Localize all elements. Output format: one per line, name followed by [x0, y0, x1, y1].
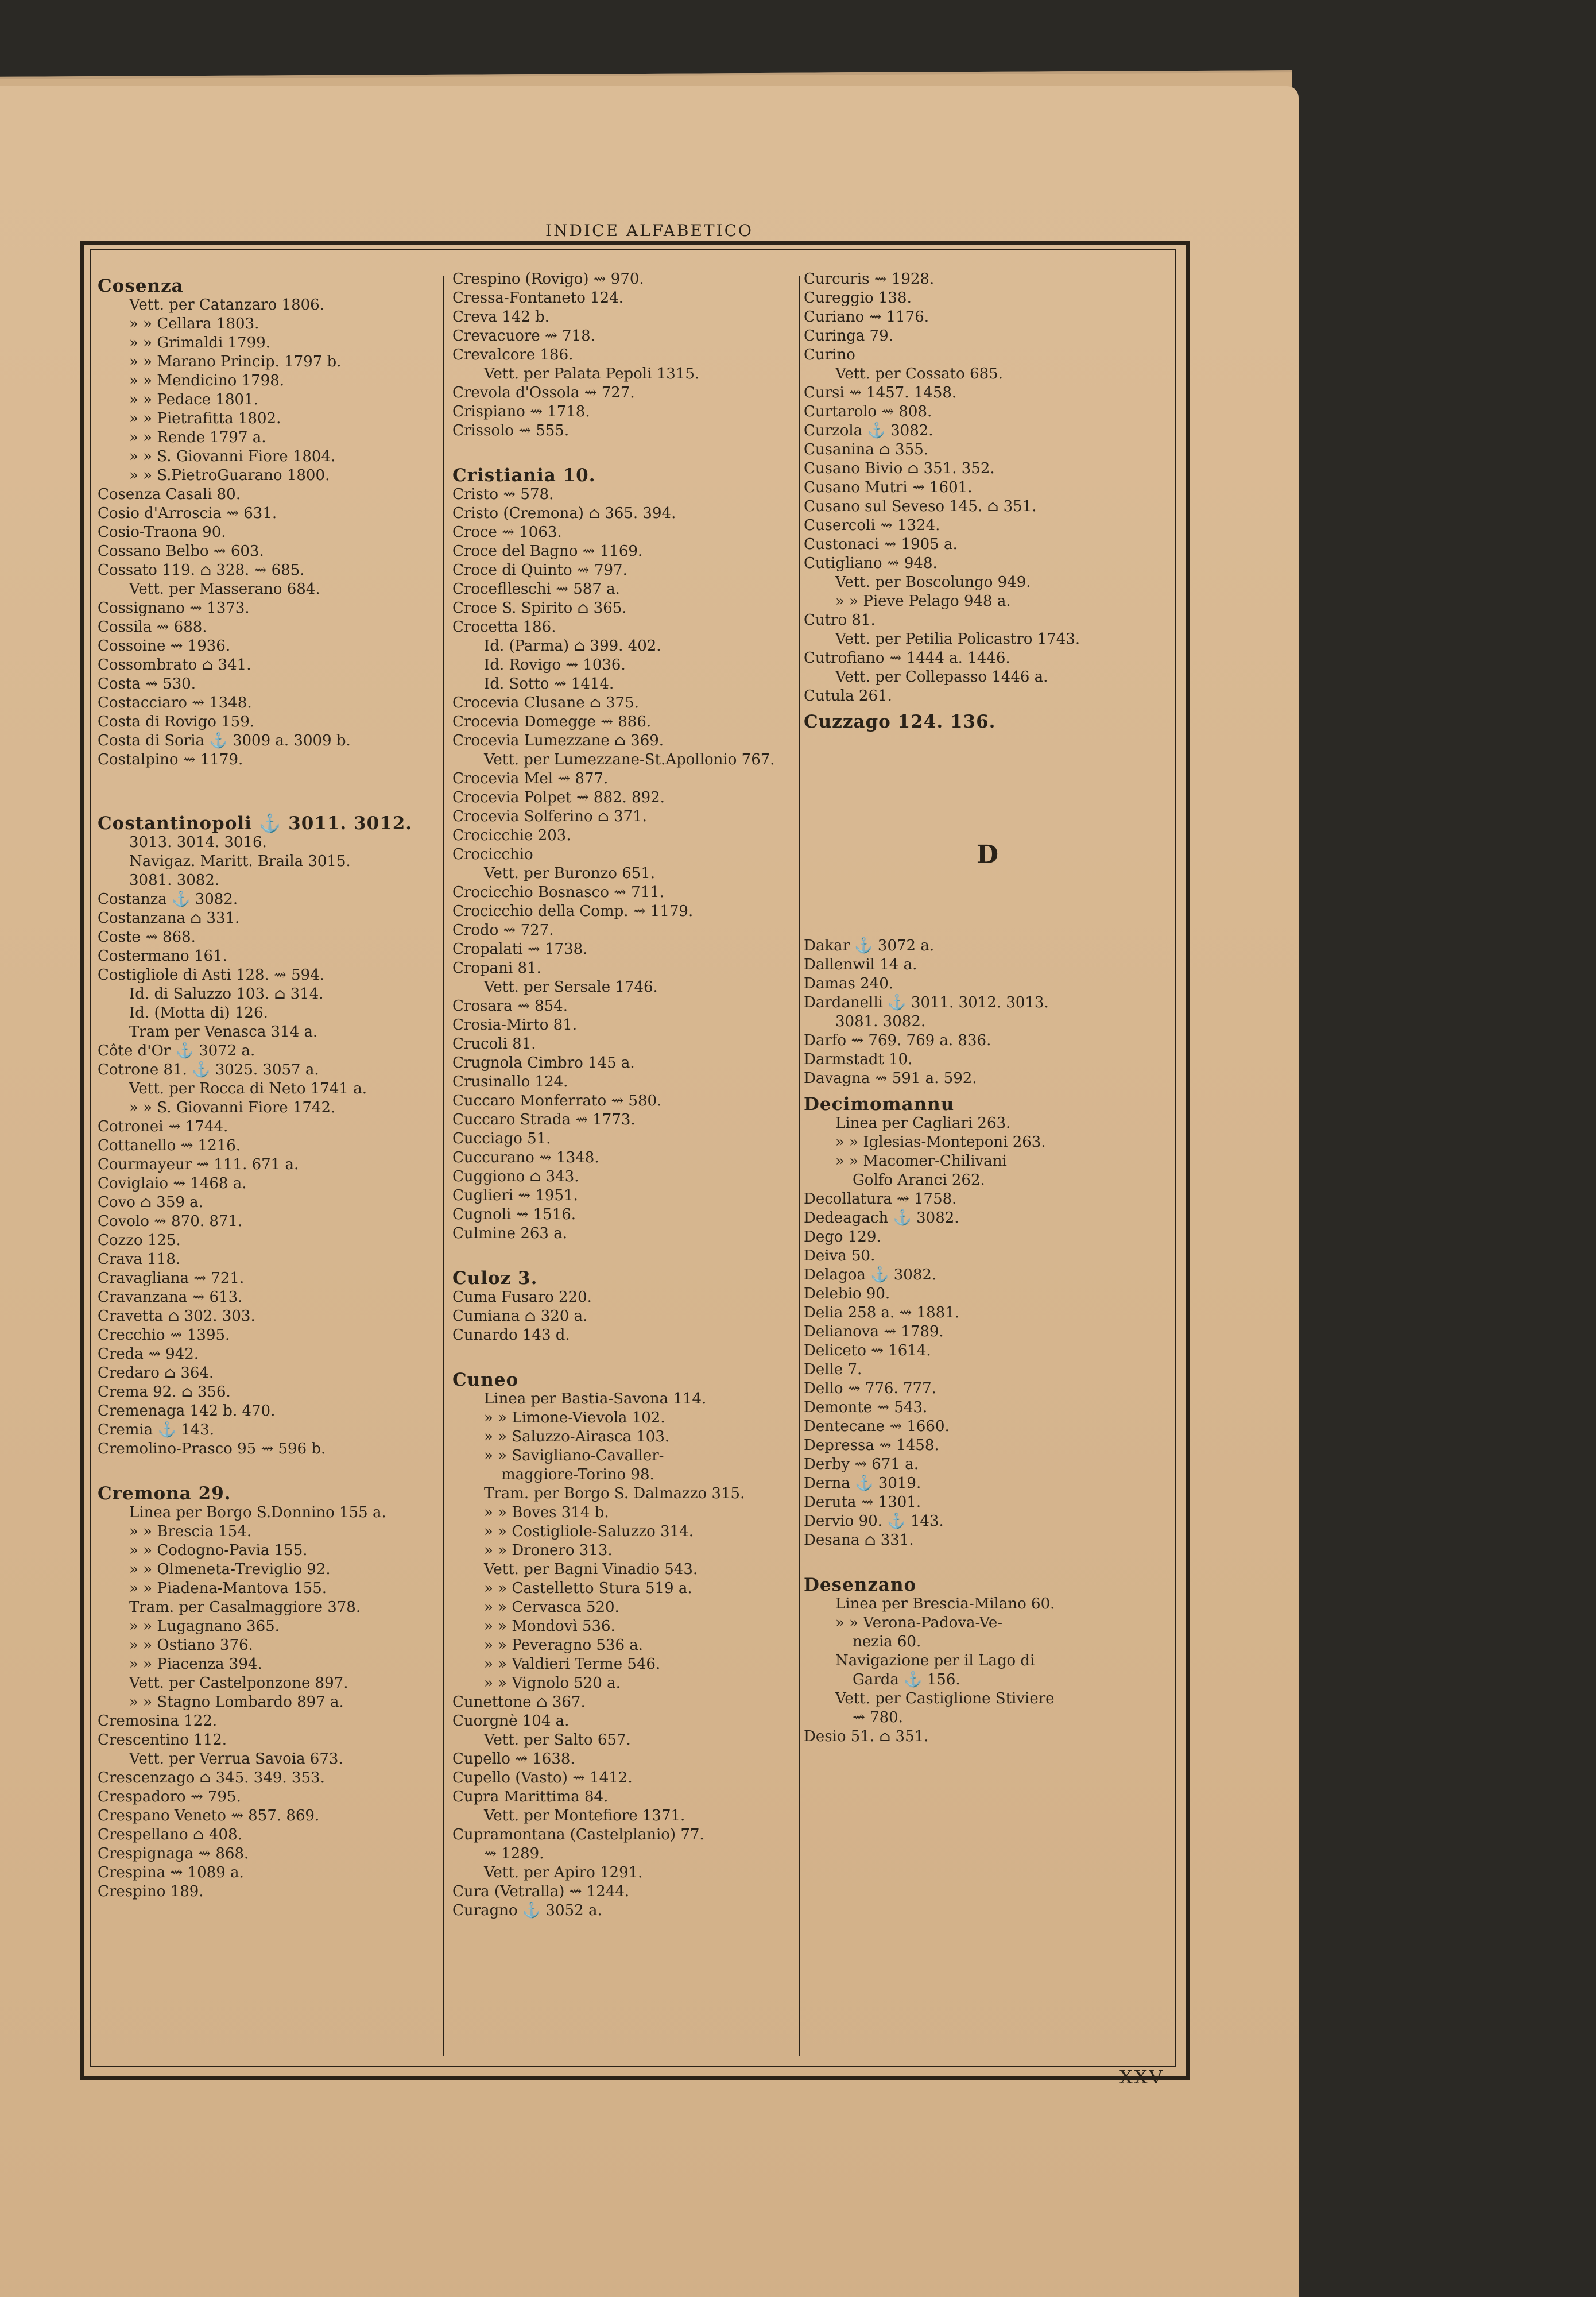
index-entry: Vett. per Sersale 1746. [484, 979, 658, 996]
index-entry: Cutigliano ⇝ 948. [804, 555, 938, 572]
index-entry: Vett. per Lumezzane-St.Apollonio 767. [484, 751, 775, 768]
index-entry: Crescenzago ⌂ 345. 349. 353. [98, 1769, 325, 1786]
index-entry [804, 880, 1171, 899]
index-entry: » » Piadena-Mantova 155. [129, 1580, 327, 1597]
index-entry: Vett. per Petilia Policastro 1743. [835, 631, 1080, 648]
index-heading: Cristiania 10. [452, 465, 596, 486]
index-entry: Derna ⚓ 3019. [804, 1475, 921, 1492]
index-entry: Cossoine ⇝ 1936. [98, 637, 231, 655]
index-entry: Costa di Rovigo 159. [98, 713, 255, 730]
index-entry [452, 1243, 797, 1262]
index-entry: Cosio-Traona 90. [98, 524, 226, 541]
index-heading: Desenzano [804, 1575, 917, 1595]
index-entry: Id. di Saluzzo 103. ⌂ 314. [129, 985, 324, 1003]
index-entry: Cropani 81. [452, 960, 541, 977]
index-entry: Davagna ⇝ 591 a. 592. [804, 1070, 977, 1087]
index-entry: Cusanina ⌂ 355. [804, 441, 929, 458]
index-entry: Cuccaro Strada ⇝ 1773. [452, 1111, 636, 1128]
index-entry: » » Cellara 1803. [129, 315, 259, 332]
index-entry: Cotronei ⇝ 1744. [98, 1118, 228, 1135]
index-entry: Cristo ⇝ 578. [452, 486, 554, 503]
index-heading: Decimomannu [804, 1094, 955, 1115]
index-entry: Darfo ⇝ 769. 769 a. 836. [804, 1032, 991, 1049]
page-number: XXV [1119, 2066, 1164, 2088]
index-entry: Tram. per Borgo S. Dalmazzo 315. [484, 1485, 745, 1502]
index-entry: » » Mendicino 1798. [129, 372, 285, 389]
index-entry: » » Peveragno 536 a. [484, 1637, 644, 1654]
index-entry: Cuorgnè 104 a. [452, 1712, 570, 1730]
index-entry: nezia 60. [853, 1633, 921, 1650]
index-entry: Tram. per Casalmaggiore 378. [129, 1599, 361, 1616]
index-entry: Crodo ⇝ 727. [452, 922, 554, 939]
index-entry: » » Marano Princip. 1797 b. [129, 353, 342, 370]
index-entry: Id. Rovigo ⇝ 1036. [484, 656, 626, 674]
index-entry: Vett. per Bagni Vinadio 543. [484, 1561, 698, 1578]
index-entry: » » Pieve Pelago 948 a. [835, 593, 1011, 610]
index-entry: Cureggio 138. [804, 289, 912, 307]
index-entry: » » Codogno-Pavia 155. [129, 1542, 308, 1559]
index-entry: ⇝ 780. [853, 1709, 903, 1726]
index-heading: Cremona 29. [98, 1483, 231, 1504]
index-entry: Linea per Bastia-Savona 114. [484, 1390, 707, 1407]
index-entry: Linea per Borgo S.Donnino 155 a. [129, 1504, 386, 1521]
index-entry: Dedeagach ⚓ 3082. [804, 1209, 959, 1227]
index-entry: » » Olmeneta-Treviglio 92. [129, 1561, 331, 1578]
index-entry: Delagoa ⚓ 3082. [804, 1266, 937, 1283]
index-entry: Golfo Aranci 262. [853, 1171, 985, 1189]
index-entry: Desio 51. ⌂ 351. [804, 1728, 929, 1745]
index-entry: » » Macomer-Chilivani [835, 1153, 1007, 1170]
index-entry [804, 918, 1171, 937]
index-entry: » » Cervasca 520. [484, 1599, 619, 1616]
index-entry: » » Castelletto Stura 519 a. [484, 1580, 692, 1597]
index-entry [804, 769, 1171, 788]
index-entry: » » S.PietroGuarano 1800. [129, 467, 330, 484]
index-entry: » » Brescia 154. [129, 1523, 252, 1540]
index-entry: Cosio d'Arroscia ⇝ 631. [98, 505, 277, 522]
index-entry: Vett. per Buronzo 651. [484, 865, 656, 882]
index-entry: Deruta ⇝ 1301. [804, 1494, 921, 1511]
index-entry: Cura (Vetralla) ⇝ 1244. [452, 1883, 630, 1900]
index-entry: Vett. per Apiro 1291. [484, 1864, 643, 1881]
index-entry: 3081. 3082. [835, 1013, 926, 1030]
index-entry: Cossano Belbo ⇝ 603. [98, 543, 264, 560]
index-entry: Curino [804, 346, 855, 364]
index-entry: Cuglieri ⇝ 1951. [452, 1187, 578, 1204]
index-entry: Crocicchie 203. [452, 827, 571, 844]
index-entry: Cremolino-Prasco 95 ⇝ 596 b. [98, 1440, 326, 1457]
index-entry: » » Verona-Padova-Ve- [835, 1614, 1003, 1631]
index-entry: » » Rende 1797 a. [129, 429, 266, 446]
index-entry: » » Lugagnano 365. [129, 1618, 280, 1635]
index-entry: Cusano sul Seveso 145. ⌂ 351. [804, 498, 1037, 515]
index-entry: Cosenza Casali 80. [98, 486, 241, 503]
index-entry: Dakar ⚓ 3072 a. [804, 937, 935, 954]
index-entry: Creva 142 b. [452, 308, 549, 326]
index-entry: Cucciago 51. [452, 1130, 551, 1147]
index-entry: Crescentino 112. [98, 1731, 227, 1749]
index-entry: » » Boves 314 b. [484, 1504, 609, 1521]
index-entry: » » Limone-Vievola 102. [484, 1409, 665, 1426]
index-entry: » » Piacenza 394. [129, 1656, 262, 1673]
index-entry: Deliceto ⇝ 1614. [804, 1342, 931, 1359]
index-entry: Cremosina 122. [98, 1712, 218, 1730]
index-entry: Crespadoro ⇝ 795. [98, 1788, 241, 1805]
index-entry: Costalpino ⇝ 1179. [98, 751, 243, 768]
index-entry: » » Dronero 313. [484, 1542, 613, 1559]
index-entry: Crocevia Mel ⇝ 877. [452, 770, 609, 787]
index-heading: Cosenza [98, 276, 184, 296]
index-entry: Crevola d'Ossola ⇝ 727. [452, 384, 635, 401]
index-entry: Darmstadt 10. [804, 1051, 913, 1068]
index-column-3 [804, 270, 1171, 1746]
index-entry: Delianova ⇝ 1789. [804, 1323, 944, 1340]
index-entry: Cossato 119. ⌂ 328. ⇝ 685. [98, 562, 305, 579]
index-entry: Cuma Fusaro 220. [452, 1289, 592, 1306]
index-entry: Cusano Bivio ⌂ 351. 352. [804, 460, 995, 477]
index-entry: Cremia ⚓ 143. [98, 1421, 214, 1438]
index-entry: Decollatura ⇝ 1758. [804, 1190, 957, 1208]
index-entry: Croce S. Spirito ⌂ 365. [452, 600, 627, 617]
index-entry: » » Iglesias-Monteponi 263. [835, 1134, 1046, 1151]
index-entry: Crissolo ⇝ 555. [452, 422, 570, 439]
index-entry: Vett. per Verrua Savoia 673. [129, 1750, 343, 1768]
index-entry: Curiano ⇝ 1176. [804, 308, 929, 326]
index-entry: 3081. 3082. [129, 872, 220, 889]
index-entry: ⇝ 1289. [484, 1845, 544, 1862]
index-column-1 [98, 270, 436, 1901]
index-entry [804, 788, 1171, 807]
index-entry: Costa ⇝ 530. [98, 675, 196, 693]
index-entry: Costacciaro ⇝ 1348. [98, 694, 252, 711]
index-entry: Vett. per Catanzaro 1806. [129, 296, 324, 314]
index-entry: Crespino 189. [98, 1883, 204, 1900]
index-entry: Desana ⌂ 331. [804, 1532, 914, 1549]
index-entry [98, 1459, 436, 1478]
index-entry: Cossila ⇝ 688. [98, 618, 207, 636]
index-entry: Crespina ⇝ 1089 a. [98, 1864, 244, 1881]
index-entry: Cupello (Vasto) ⇝ 1412. [452, 1769, 633, 1786]
index-entry: Coviglaio ⇝ 1468 a. [98, 1175, 247, 1192]
index-entry: Linea per Brescia-Milano 60. [835, 1595, 1055, 1612]
index-entry [804, 732, 1171, 751]
index-entry: Cristo (Cremona) ⌂ 365. 394. [452, 505, 676, 522]
index-entry: Culmine 263 a. [452, 1225, 567, 1242]
index-entry [804, 751, 1171, 769]
index-entry: Curcuris ⇝ 1928. [804, 270, 935, 288]
index-entry: Dentecane ⇝ 1660. [804, 1418, 950, 1435]
index-entry: Demonte ⇝ 543. [804, 1399, 928, 1416]
index-entry: Vett. per Boscolungo 949. [835, 574, 1031, 591]
index-entry: Cozzo 125. [98, 1232, 181, 1249]
index-entry: Crocevia Solferino ⌂ 371. [452, 808, 647, 825]
index-entry: 3013. 3014. 3016. [129, 834, 267, 851]
index-entry: Cuccaro Monferrato ⇝ 580. [452, 1092, 662, 1109]
index-entry: » » Valdieri Terme 546. [484, 1656, 661, 1673]
index-heading: Cuneo [452, 1370, 519, 1390]
index-entry: Cottanello ⇝ 1216. [98, 1137, 241, 1154]
index-entry: Crespellano ⌂ 408. [98, 1826, 242, 1843]
running-title: INDICE ALFABETICO [545, 221, 753, 240]
index-entry: Cunettone ⌂ 367. [452, 1693, 586, 1711]
index-entry: Vett. per Cossato 685. [835, 365, 1003, 382]
index-entry: » » Costigliole-Saluzzo 314. [484, 1523, 694, 1540]
index-entry: Delle 7. [804, 1361, 862, 1378]
index-entry: Dardanelli ⚓ 3011. 3012. 3013. [804, 994, 1049, 1011]
index-entry: Cumiana ⌂ 320 a. [452, 1308, 588, 1325]
index-entry [804, 807, 1171, 826]
index-entry: Curzola ⚓ 3082. [804, 422, 933, 439]
index-entry: Crevacuore ⇝ 718. [452, 327, 595, 345]
index-entry: Cutula 261. [804, 687, 892, 705]
index-entry: Cropalati ⇝ 1738. [452, 941, 588, 958]
index-entry: » » Saluzzo-Airasca 103. [484, 1428, 670, 1445]
index-entry: Vett. per Castelponzone 897. [129, 1675, 348, 1692]
index-entry: Cravetta ⌂ 302. 303. [98, 1308, 255, 1325]
index-entry: Vett. per Rocca di Neto 1741 a. [129, 1080, 367, 1097]
index-column-2 [452, 270, 797, 1920]
index-entry [452, 440, 797, 459]
index-entry: Covolo ⇝ 870. 871. [98, 1213, 243, 1230]
index-entry: Crucoli 81. [452, 1035, 536, 1053]
index-entry: » » Mondovì 536. [484, 1618, 615, 1635]
index-entry: Id. (Motta di) 126. [129, 1004, 268, 1022]
index-entry: Cunardo 143 d. [452, 1327, 570, 1344]
index-entry: Derby ⇝ 671 a. [804, 1456, 919, 1473]
index-entry: Cossignano ⇝ 1373. [98, 600, 250, 617]
index-entry: Crocicchio [452, 846, 533, 863]
index-entry: Crocevia Clusane ⌂ 375. [452, 694, 639, 711]
index-entry: Id. Sotto ⇝ 1414. [484, 675, 614, 693]
index-entry: Credaro ⌂ 364. [98, 1364, 214, 1382]
index-entry: Delebio 90. [804, 1285, 890, 1302]
index-entry: Crema 92. ⌂ 356. [98, 1383, 231, 1401]
index-entry: Vett. per Masserano 684. [129, 581, 320, 598]
index-entry: Vett. per Collepasso 1446 a. [835, 668, 1048, 686]
index-entry: Courmayeur ⇝ 111. 671 a. [98, 1156, 299, 1173]
index-entry: Crespano Veneto ⇝ 857. 869. [98, 1807, 320, 1824]
index-entry: Curinga 79. [804, 327, 893, 345]
index-entry: » » Stagno Lombardo 897 a. [129, 1693, 344, 1711]
index-heading: Cuzzago 124. 136. [804, 711, 996, 732]
index-entry: » » Savigliano-Cavaller- [484, 1447, 664, 1464]
index-entry: Creda ⇝ 942. [98, 1345, 199, 1363]
column-rule [799, 276, 800, 2056]
index-entry: maggiore-Torino 98. [501, 1466, 654, 1483]
index-entry: » » Grimaldi 1799. [129, 334, 270, 351]
index-entry: Vett. per Montefiore 1371. [484, 1807, 685, 1824]
index-entry: Crava 118. [98, 1251, 181, 1268]
index-entry: » » Pietrafitta 1802. [129, 410, 281, 427]
index-entry: Navigazione per il Lago di [835, 1652, 1035, 1669]
index-entry [804, 1550, 1171, 1569]
index-entry: Crocetta 186. [452, 618, 556, 636]
index-entry: Côte d'Or ⚓ 3072 a. [98, 1042, 255, 1059]
index-entry: » » Pedace 1801. [129, 391, 258, 408]
index-entry: Costanzana ⌂ 331. [98, 910, 240, 927]
index-entry: Cusercoli ⇝ 1324. [804, 517, 940, 534]
index-entry: Dello ⇝ 776. 777. [804, 1380, 936, 1397]
index-entry: Crocevia Domegge ⇝ 886. [452, 713, 652, 730]
index-entry: Croceflleschi ⇝ 587 a. [452, 581, 620, 598]
index-entry: Crespino (Rovigo) ⇝ 970. [452, 270, 644, 288]
index-entry: » » S. Giovanni Fiore 1804. [129, 448, 336, 465]
index-entry: Crocevia Lumezzane ⌂ 369. [452, 732, 664, 749]
index-entry: » » Ostiano 376. [129, 1637, 253, 1654]
index-entry: Costa di Soria ⚓ 3009 a. 3009 b. [98, 732, 351, 749]
index-entry: Crecchio ⇝ 1395. [98, 1327, 230, 1344]
index-entry: Depressa ⇝ 1458. [804, 1437, 939, 1454]
index-entry: Cravagliana ⇝ 721. [98, 1270, 245, 1287]
index-entry: Cugnoli ⇝ 1516. [452, 1206, 576, 1223]
index-entry: Tram per Venasca 314 a. [129, 1023, 318, 1041]
index-entry: Croce di Quinto ⇝ 797. [452, 562, 627, 579]
index-entry: Cuccurano ⇝ 1348. [452, 1149, 599, 1166]
index-entry: Delia 258 a. ⇝ 1881. [804, 1304, 960, 1321]
index-entry: Cupra Marittima 84. [452, 1788, 609, 1805]
index-entry: Crespignaga ⇝ 868. [98, 1845, 249, 1862]
index-entry [452, 1345, 797, 1364]
index-entry: Cuggiono ⌂ 343. [452, 1168, 579, 1185]
index-entry: Cupramontana (Castelplanio) 77. [452, 1826, 704, 1843]
index-entry: Crocicchio della Comp. ⇝ 1179. [452, 903, 694, 920]
index-entry: Cotrone 81. ⚓ 3025. 3057 a. [98, 1061, 319, 1078]
index-heading: D [976, 840, 999, 869]
index-entry [98, 769, 436, 788]
index-entry: Croce del Bagno ⇝ 1169. [452, 543, 643, 560]
index-entry: Crocevia Polpet ⇝ 882. 892. [452, 789, 665, 806]
index-entry: Cutrofiano ⇝ 1444 a. 1446. [804, 649, 1010, 667]
index-entry: Crevalcore 186. [452, 346, 574, 364]
index-entry: Linea per Cagliari 263. [835, 1115, 1011, 1132]
index-entry [804, 899, 1171, 918]
index-entry: Coste ⇝ 868. [98, 929, 196, 946]
index-entry: Damas 240. [804, 975, 893, 992]
index-entry: Crocicchio Bosnasco ⇝ 711. [452, 884, 665, 901]
index-entry: Cursi ⇝ 1457. 1458. [804, 384, 957, 401]
index-entry: Cusano Mutri ⇝ 1601. [804, 479, 973, 496]
index-entry: Dallenwil 14 a. [804, 956, 917, 973]
index-entry: Navigaz. Maritt. Braila 3015. [129, 853, 351, 870]
index-entry: Vett. per Salto 657. [484, 1731, 631, 1749]
index-entry: Custonaci ⇝ 1905 a. [804, 536, 958, 553]
index-entry: Garda ⚓ 156. [853, 1671, 960, 1688]
index-entry: Crugnola Cimbro 145 a. [452, 1054, 635, 1072]
index-entry: Dego 129. [804, 1228, 881, 1246]
index-entry: Costanza ⚓ 3082. [98, 891, 238, 908]
index-entry: Id. (Parma) ⌂ 399. 402. [484, 637, 661, 655]
index-entry: Costigliole di Asti 128. ⇝ 594. [98, 966, 325, 984]
index-entry: Vett. per Palata Pepoli 1315. [484, 365, 700, 382]
index-entry: Crispiano ⇝ 1718. [452, 403, 590, 420]
index-entry: Costermano 161. [98, 948, 227, 965]
index-entry: Vett. per Castiglione Stiviere [835, 1690, 1055, 1707]
index-entry: Crosara ⇝ 854. [452, 997, 568, 1015]
index-entry: Cutro 81. [804, 612, 876, 629]
index-entry: » » S. Giovanni Fiore 1742. [129, 1099, 336, 1116]
column-rule [443, 276, 444, 2056]
index-entry [98, 788, 436, 807]
index-entry: Cremenaga 142 b. 470. [98, 1402, 276, 1420]
index-entry: Crusinallo 124. [452, 1073, 568, 1091]
index-heading: Costantinopoli ⚓ 3011. 3012. [98, 813, 413, 834]
index-entry: Cossombrato ⌂ 341. [98, 656, 251, 674]
index-entry: Crosia-Mirto 81. [452, 1016, 578, 1034]
index-heading: Culoz 3. [452, 1268, 538, 1289]
index-entry: Deiva 50. [804, 1247, 876, 1264]
index-entry: Curtarolo ⇝ 808. [804, 403, 932, 420]
index-entry: Cravanzana ⇝ 613. [98, 1289, 243, 1306]
index-entry: Curagno ⚓ 3052 a. [452, 1902, 602, 1919]
index-entry: Dervio 90. ⚓ 143. [804, 1513, 944, 1530]
index-entry: Covo ⌂ 359 a. [98, 1194, 203, 1211]
index-entry: Croce ⇝ 1063. [452, 524, 562, 541]
index-entry: Cupello ⇝ 1638. [452, 1750, 575, 1768]
index-entry: » » Vignolo 520 a. [484, 1675, 621, 1692]
index-entry: Cressa-Fontaneto 124. [452, 289, 624, 307]
